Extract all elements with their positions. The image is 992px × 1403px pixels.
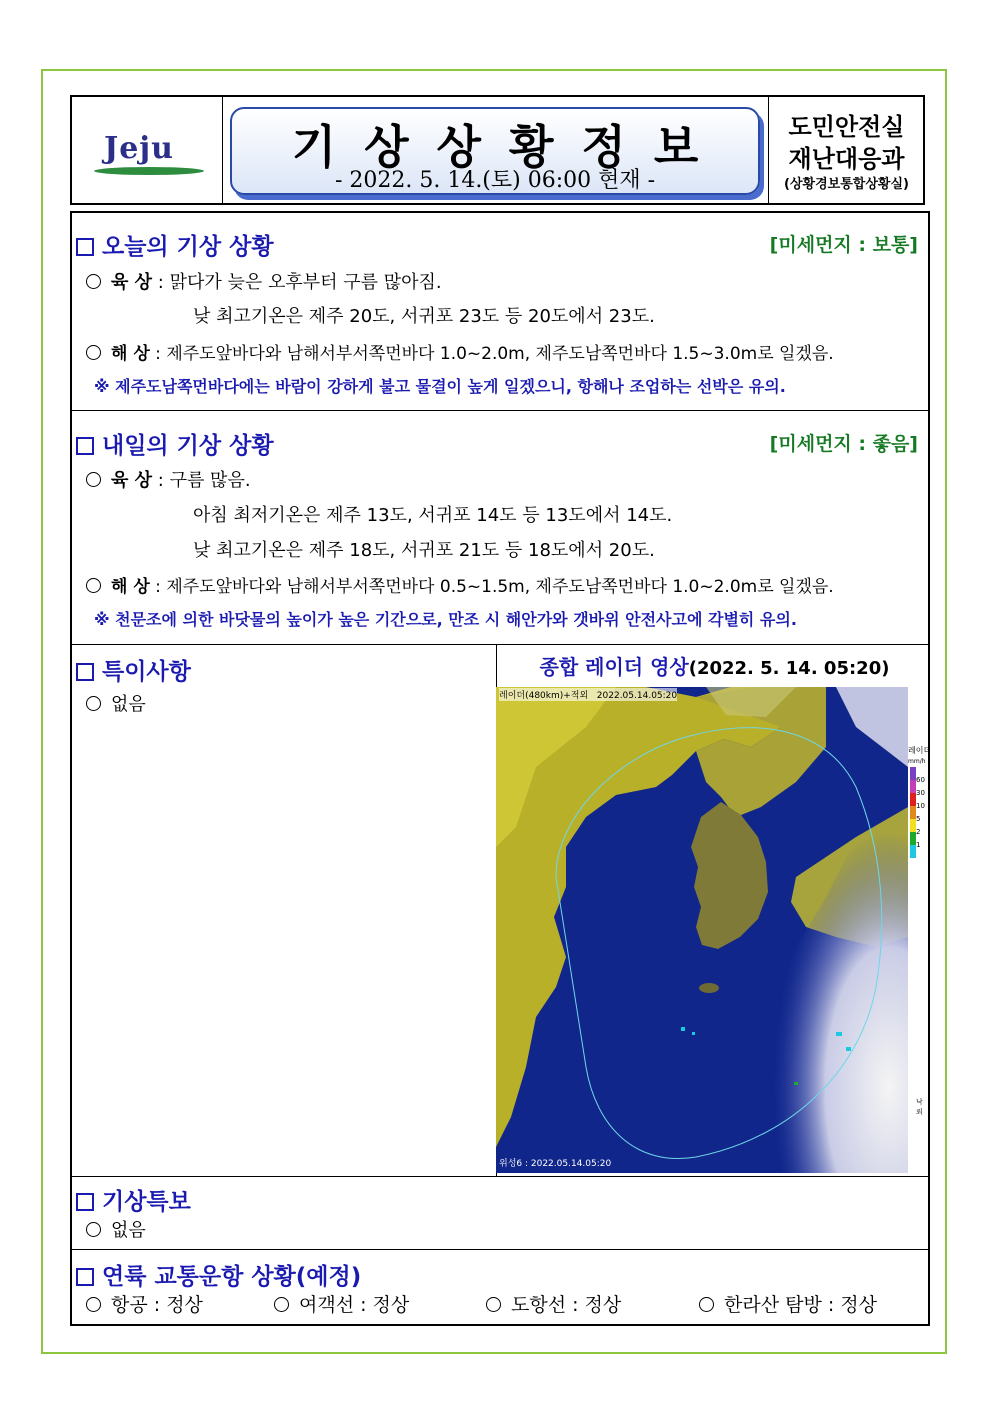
report-title: 기상상황정보	[291, 120, 727, 174]
circle-bullet-icon	[699, 1297, 714, 1312]
legend-value-label: 10	[916, 802, 925, 810]
today-note: ※ 제주도남쪽먼바다에는 바람이 강하게 불고 물결이 높게 일겠으니, 항해나 조업하는 선박은 유의.	[94, 377, 786, 396]
traffic-item-boat: 도항선 : 정상	[486, 1290, 621, 1317]
circle-bullet-icon	[86, 345, 101, 360]
divider	[72, 410, 928, 411]
radar-footer: 위성6 : 2022.05.14.05:20	[499, 1159, 612, 1169]
department-line3: (상황경보통합상황실)	[784, 177, 909, 192]
radar-caption: 레이더(480km)+적외 2022.05.14.05:20	[499, 688, 677, 701]
tomorrow-dust-level: [미세먼지 : 좋음]	[769, 433, 918, 455]
special-section-title: 특이사항	[76, 653, 191, 686]
department-box	[768, 97, 924, 203]
divider	[72, 644, 928, 645]
circle-bullet-icon	[486, 1297, 501, 1312]
circle-bullet-icon	[86, 274, 101, 289]
circle-bullet-icon	[86, 472, 101, 487]
traffic-item-air: 항공 : 정상	[86, 1290, 203, 1317]
tomorrow-land-line1: 육 상 : 구름 많음.	[86, 466, 251, 492]
legend-value-label: 5	[916, 815, 921, 823]
report-date: - 2022. 5. 14.(토) 06:00 현재 -	[334, 168, 656, 193]
legend-value-label: 1	[916, 841, 921, 849]
checkbox-square-icon	[76, 663, 94, 681]
department-line2: 재난대응과	[788, 145, 905, 173]
legend-value-label: 60	[916, 776, 925, 784]
special-item: 없음	[86, 690, 146, 716]
circle-bullet-icon	[86, 696, 101, 711]
today-sea-line: 해 상 : 제주도앞바다와 남해서부서쪽먼바다 1.0~2.0m, 제주도남쪽먼바다 1.5~3.0m로 일겠음.	[86, 339, 834, 364]
legend-value-label: 2	[916, 828, 921, 836]
checkbox-square-icon	[76, 437, 94, 455]
checkbox-square-icon	[76, 1193, 94, 1211]
checkbox-square-icon	[76, 1268, 94, 1286]
circle-bullet-icon	[86, 1297, 101, 1312]
today-land-line1: 육 상 : 맑다가 늦은 오후부터 구름 많아짐.	[86, 268, 442, 294]
divider	[72, 1176, 928, 1177]
radar-legend	[908, 687, 932, 1173]
today-dust-level: [미세먼지 : 보통]	[769, 234, 918, 256]
logo-swoosh-icon	[94, 167, 204, 175]
today-section-title: 오늘의 기상 상황	[76, 228, 274, 261]
warning-section-title: 기상특보	[76, 1183, 191, 1216]
title-box	[230, 107, 760, 195]
traffic-item-ferry: 여객선 : 정상	[274, 1290, 409, 1317]
department-line1: 도민안전실	[788, 113, 905, 141]
warning-item: 없음	[86, 1216, 146, 1242]
circle-bullet-icon	[86, 578, 101, 593]
today-land-line2: 낮 최고기온은 제주 20도, 서귀포 23도 등 20도에서 23도.	[193, 306, 655, 327]
circle-bullet-icon	[274, 1297, 289, 1312]
tomorrow-land-line2: 아침 최저기온은 제주 13도, 서귀포 14도 등 13도에서 14도.	[193, 505, 673, 526]
divider	[72, 1249, 928, 1250]
circle-bullet-icon	[86, 1222, 101, 1237]
report-body	[70, 211, 930, 1326]
legend-title: 레이더 mm/h	[908, 746, 932, 765]
traffic-item-hallasan: 한라산 탐방 : 정상	[699, 1290, 877, 1317]
traffic-section-title: 연륙 교통운항 상황(예정)	[76, 1258, 361, 1291]
report-header	[70, 95, 925, 205]
radar-image	[496, 687, 908, 1173]
tomorrow-sea-line: 해 상 : 제주도앞바다와 남해서부서쪽먼바다 0.5~1.5m, 제주도남쪽먼바다 1.0~2.0m로 일겠음.	[86, 572, 834, 597]
jeju-logo-text: Jeju	[104, 131, 174, 166]
tomorrow-land-line3: 낮 최고기온은 제주 18도, 서귀포 21도 등 18도에서 20도.	[193, 540, 655, 561]
tomorrow-section-title: 내일의 기상 상황	[76, 427, 274, 460]
legend-value-label: 30	[916, 789, 925, 797]
radar-title: 종합 레이더 영상(2022. 5. 14. 05:20)	[539, 655, 890, 679]
tomorrow-note: ※ 천문조에 의한 바닷물의 높이가 높은 기간으로, 만조 시 해안가와 갯바위 안전사고에 각별히 유의.	[94, 610, 797, 629]
jeju-logo	[72, 97, 223, 203]
checkbox-square-icon	[76, 238, 94, 256]
legend-lightning-label: 낙뢰	[916, 1098, 923, 1116]
